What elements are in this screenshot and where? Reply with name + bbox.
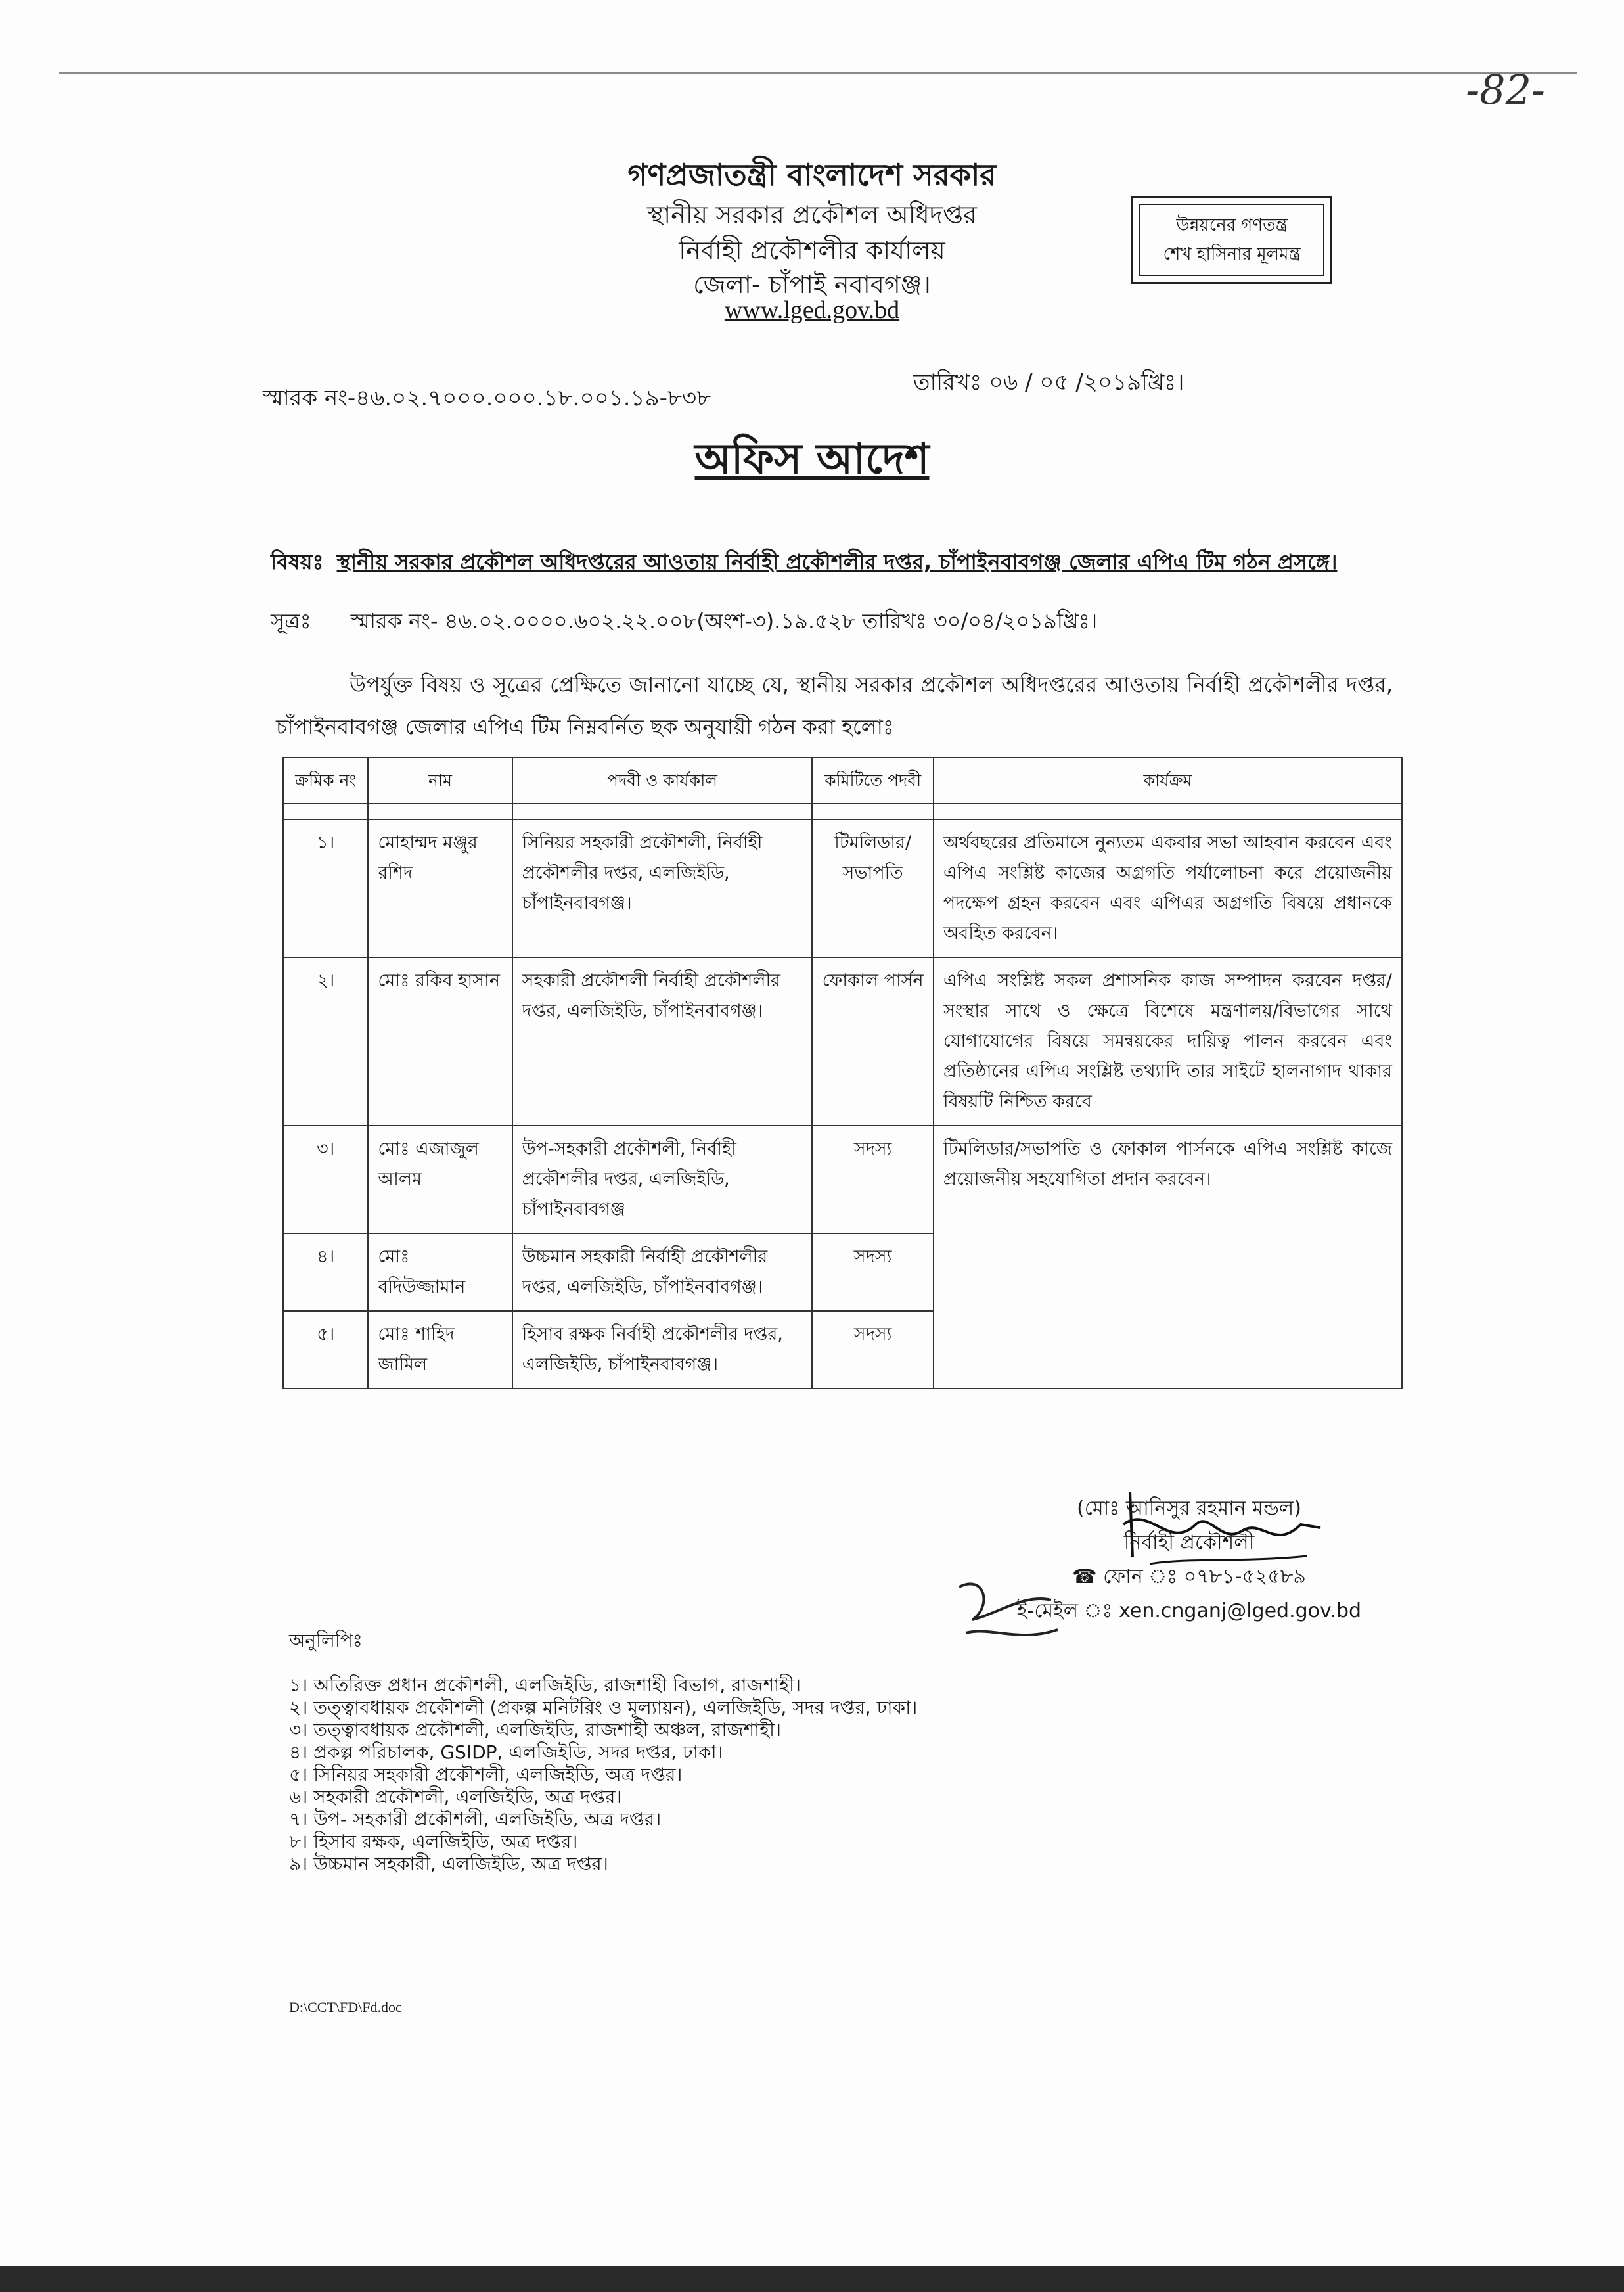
list-item: ৮। হিসাব রক্ষক, এলজিইডি, অত্র দপ্তর। — [289, 1831, 578, 1852]
list-item: ২। তত্ত্বাবধায়ক প্রকৌশলী (প্রকল্প মনিটরিং ও মূল্যায়ন), এলজিইডি, সদর দপ্তর, ঢাকা। — [289, 1697, 918, 1718]
row-designation: সহকারী প্রকৌশলী নির্বাহী প্রকৌশলীর দপ্তর, এলজিইডি, চাঁপাইনবাবগঞ্জ। — [512, 957, 813, 1126]
signer-email[interactable]: ই-মেইল ঃ xen.cnganj@lged.gov.bd — [1016, 1599, 1362, 1622]
memo-date: তারিখঃ ০৬ / ০৫ /২০১৯খ্রিঃ। — [913, 369, 1184, 396]
row-role: ফোকাল পার্সন — [812, 957, 934, 1126]
row-name: মোহাম্মদ মঞ্জুর রশিদ — [368, 819, 512, 957]
list-item: ৭। উপ- সহকারী প্রকৌশলী, এলজিইডি, অত্র দপ্তর। — [289, 1808, 662, 1830]
list-item: ৫। সিনিয়র সহকারী প্রকৌশলী, এলজিইডি, অত্র দপ্তর। — [289, 1764, 683, 1785]
row-serial: ৫। — [283, 1311, 368, 1388]
slogan-line-1: উন্নয়নের গণতন্ত্র — [1176, 216, 1288, 235]
subject-label: বিষয়ঃ — [271, 549, 324, 574]
row-serial: ১। — [283, 819, 368, 957]
header-activities: কার্যক্রম — [934, 758, 1402, 804]
slogan-box — [1131, 196, 1332, 284]
initial-signature — [946, 1567, 1071, 1653]
list-item: ৯। উচ্চমান সহকারী, এলজিইডি, অত্র দপ্তর। — [289, 1853, 608, 1875]
table-header-row — [283, 758, 1402, 804]
row-role: টিমলিডার/ সভাপতি — [812, 819, 934, 957]
scan-top-line — [59, 72, 1577, 74]
body-paragraph: উপর্যুক্ত বিষয় ও সূত্রের প্রেক্ষিতে জানানো যাচ্ছে যে, স্থানীয় সরকার প্রকৌশল অধিদপ্তরের আওতায় নির্বাহী প্রকৌশলীর দপ্তর, চাঁপাইনবাবগঞ্জ জেলার এপিএ টিম নিম্নবর্নিত ছক অনুযায়ী গঠন করা হলোঃ — [276, 672, 1393, 739]
file-path: D:\CCT\FD\Fd.doc — [289, 1999, 402, 2015]
reference-text: স্মারক নং- ৪৬.০২.০০০০.৬০২.২২.০০৮(অংশ-৩).১৯.৫২৮ তারিখঃ ৩০/০৪/২০১৯খ্রিঃ। — [350, 608, 1098, 633]
list-item: ৩। তত্ত্বাবধায়ক প্রকৌশলী, এলজিইডি, রাজশাহী অঞ্চল, রাজশাহী। — [289, 1719, 782, 1741]
row-name: মোঃ বদিউজ্জামান — [368, 1233, 512, 1311]
row-role: সদস্য — [812, 1126, 934, 1233]
row-designation: উচ্চমান সহকারী নির্বাহী প্রকৌশলীর দপ্তর, এলজিইডি, চাঁপাইনবাবগঞ্জ। — [512, 1233, 813, 1311]
subject-line — [271, 545, 1337, 581]
table-spacer-row — [283, 804, 1402, 819]
website-link[interactable]: www.lged.gov.bd — [724, 296, 900, 324]
copy-to-label: অনুলিপিঃ — [289, 1630, 363, 1651]
reference-label: সূত্রঃ — [271, 608, 311, 633]
list-item: ৬। সহকারী প্রকৌশলী, এলজিইডি, অত্র দপ্তর। — [289, 1786, 622, 1808]
page-number-note: -82- — [1466, 66, 1545, 114]
row-name: মোঃ শাহিদ জামিল — [368, 1311, 512, 1388]
row-name: মোঃ এজাজুল আলম — [368, 1126, 512, 1233]
govt-title: গণপ্রজাতন্ত্রী বাংলাদেশ সরকার — [627, 157, 997, 193]
row-designation: সিনিয়র সহকারী প্রকৌশলী, নির্বাহী প্রকৌশলীর দপ্তর, এলজিইডি, চাঁপাইনবাবগঞ্জ। — [512, 819, 813, 957]
document-title: অফিস আদেশ — [694, 435, 930, 484]
table-row — [283, 819, 1402, 957]
row-role: সদস্য — [812, 1311, 934, 1388]
department-name: স্থানীয় সরকার প্রকৌশল অধিদপ্তর — [647, 200, 977, 229]
list-item: ১। অতিরিক্ত প্রধান প্রকৌশলী, এলজিইডি, রাজশাহী বিভাগ, রাজশাহী। — [289, 1674, 801, 1696]
signer-designation: নির্বাহী প্রকৌশলী — [1123, 1531, 1255, 1554]
row-designation: হিসাব রক্ষক নির্বাহী প্রকৌশলীর দপ্তর, এলজিইডি, চাঁপাইনবাবগঞ্জ। — [512, 1311, 813, 1388]
header-serial: ক্রমিক নং — [283, 758, 368, 804]
reference-line — [271, 605, 1097, 640]
row-activities: অর্থবছরের প্রতিমাসে নুন্যতম একবার সভা আহবান করবেন এবং এপিএ সংশ্লিষ্ট কাজের অগ্রগতি পর্যালোচনা করে প্রয়োজনীয় পদক্ষেপ গ্রহন করবেন এবং এপিএর অগ্রগতি বিষয়ে প্রধানকে অবহিত করবেন। — [934, 819, 1402, 957]
table-row — [283, 1126, 1402, 1233]
slogan-line-2: শেখ হাসিনার মূলমন্ত্র — [1163, 244, 1301, 264]
row-activities: এপিএ সংশ্লিষ্ট সকল প্রশাসনিক কাজ সম্পাদন করবেন দপ্তর/সংস্থার সাথে ও ক্ষেত্রে বিশেষে মন্ত্রণালয়/বিভাগের সাথে যোগাযোগের বিষয়ে সমন্বয়কের দায়িত্ব পালন করবেন এবং প্রতিষ্ঠানের এপিএ সংশ্লিষ্ট তথ্যাদি তার সাইটে হালনাগাদ থাকার বিষয়টি নিশ্চিত করবে — [934, 957, 1402, 1126]
header-designation: পদবী ও কার্যকাল — [512, 758, 813, 804]
list-item: ৪। প্রকল্প পরিচালক, GSIDP, এলজিইডি, সদর দপ্তর, ঢাকা। — [289, 1741, 723, 1763]
scan-bottom-edge — [0, 2266, 1624, 2292]
office-name: নির্বাহী প্রকৌশলীর কার্যালয় — [679, 236, 945, 265]
row-serial: ৩। — [283, 1126, 368, 1233]
row-designation: উপ-সহকারী প্রকৌশলী, নির্বাহী প্রকৌশলীর দপ্তর, এলজিইডি, চাঁপাইনবাবগঞ্জ — [512, 1126, 813, 1233]
copy-to-list — [289, 1674, 917, 1875]
district-name: জেলা- চাঁপাই নবাবগঞ্জ। — [693, 270, 931, 299]
header-committee-role: কমিটিতে পদবী — [812, 758, 934, 804]
row-name: মোঃ রকিব হাসান — [368, 957, 512, 1126]
signer-name: (মোঃ আনিসুর রহমান মন্ডল) — [1077, 1497, 1301, 1520]
memo-number: স্মারক নং-৪৬.০২.৭০০০.০০০.১৮.০০১.১৯-৮৩৮ — [263, 385, 711, 411]
signer-phone-text: ফোন ঃ ০৭৮১-৫২৫৮৯ — [1103, 1565, 1306, 1588]
row-serial: ৪। — [283, 1233, 368, 1311]
row-activities: টিমলিডার/সভাপতি ও ফোকাল পার্সনকে এপিএ সংশ্লিষ্ট কাজে প্রয়োজনীয় সহযোগিতা প্রদান করবেন। — [934, 1126, 1402, 1388]
subject-text: স্থানীয় সরকার প্রকৌশল অধিদপ্তরের আওতায় নির্বাহী প্রকৌশলীর দপ্তর, চাঁপাইনবাবগঞ্জ জেলার এপিএ টিম গঠন প্রসঙ্গে। — [336, 549, 1338, 574]
row-serial: ২। — [283, 957, 368, 1126]
apa-team-table — [282, 757, 1403, 1389]
header-name: নাম — [368, 758, 512, 804]
table-row — [283, 957, 1402, 1126]
phone-icon: ☎ — [1072, 1565, 1104, 1588]
row-role: সদস্য — [812, 1233, 934, 1311]
